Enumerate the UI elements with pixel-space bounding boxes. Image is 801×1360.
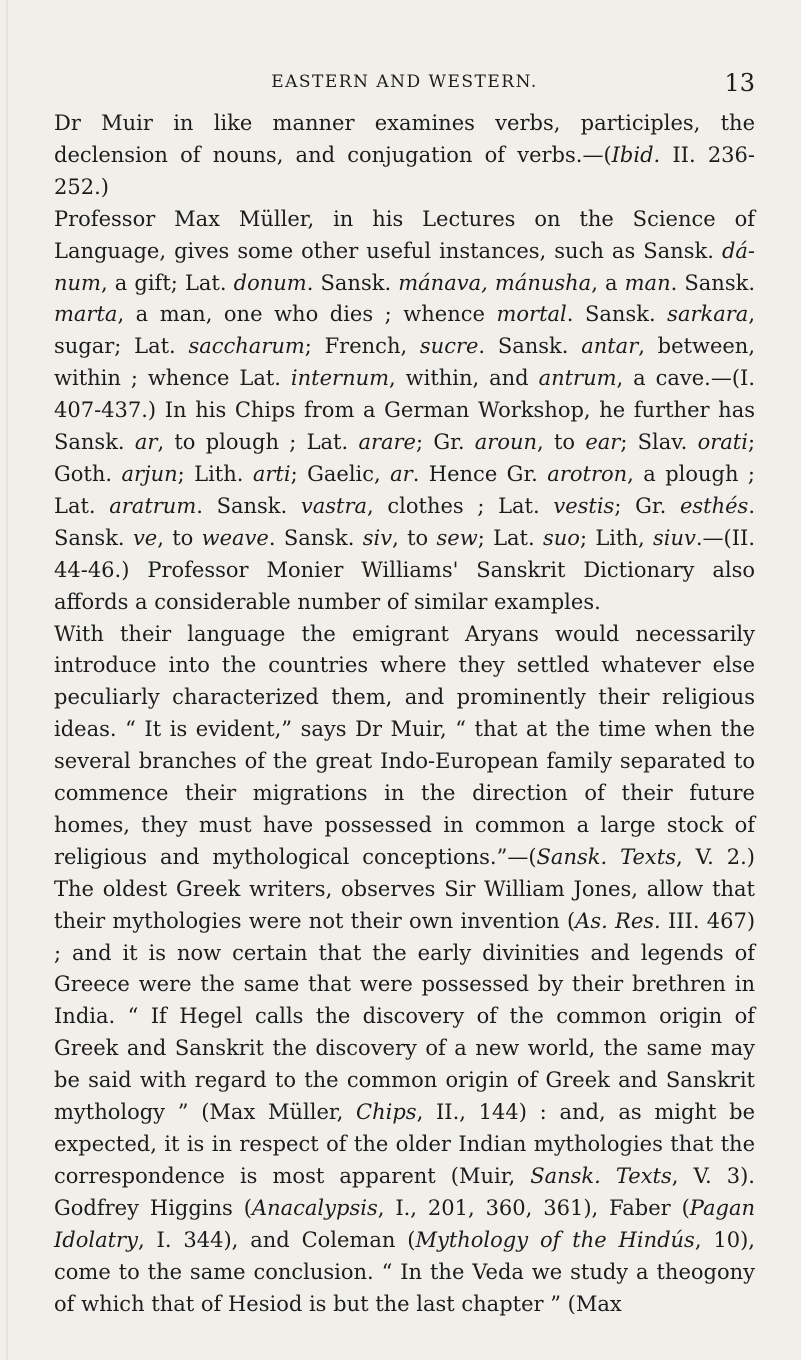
italic-run: internum [290,366,390,391]
text-run: ; Gr. [415,430,475,455]
text-run: , I. 344), and Coleman ( [137,1227,416,1252]
paragraph-1 [54,108,755,204]
text-run: , clothes ; Lat. [367,493,554,518]
italic-run: donum [233,270,307,295]
text-run: , to plough ; Lat. [157,430,359,455]
italic-run: mánava, mánusha [398,270,592,295]
text-run: , I., 201, 360, 361), Faber ( [377,1195,690,1220]
text-run: , to [392,525,437,550]
text-run: , II., 144) : and, as might be expected, it is in respect of the older Indian mythologies that the correspondence is most apparent (Muir, [54,1100,755,1188]
italic-run: Sansk. Texts [536,844,676,869]
body-text [54,108,755,1320]
running-head: EASTERN AND WESTERN. [271,72,538,92]
text-run: ; Gr. [614,493,680,518]
italic-run: ve [132,525,158,550]
italic-run: arotron [547,461,628,486]
italic-run: esthés [679,493,749,518]
text-run: , to [537,430,586,455]
italic-run: mortal [496,302,567,327]
italic-run: siv [362,525,393,550]
italic-run: arare [358,430,416,455]
italic-run: aroun [474,430,538,455]
italic-run: Anacalypsis [251,1195,378,1220]
text-run: III. 467) ; and it is now certain that the early divinities and legends of Greece were the same that were possessed by their brethren in India. “ If Hegel calls the discovery of the common origin of Greek and Sanskrit the discovery of a new world, the same may be said with regard to the common origin of Greek and Sanskrit mythology ” (Max Müller, [54,908,756,1125]
text-run: , to [157,525,202,550]
italic-run: weave [201,525,269,550]
text-run: , 10), come to the same conclusion. “ In the Veda we study a theogony of which that of Hesiod is but the last chapter ” (Max [54,1227,755,1316]
italic-run: suo [543,525,580,550]
italic-run: ar [134,430,158,455]
italic-run: Mythology of the Hindús [415,1227,695,1252]
italic-run: orati [697,430,748,455]
italic-run: siuv [652,525,696,550]
text-run: , V. 2.) The oldest Greek writers, observes Sir William Jones, allow that their mythologies were not their own invention ( [54,844,755,933]
text-run: , between, within ; whence Lat. [54,334,756,391]
text-run: , a gift; Lat. [100,270,234,295]
page-header [54,69,755,104]
text-run: . Sansk. [478,334,582,359]
italic-run: antrum [538,366,617,391]
text-run: .—(II. 44-46.) Professor Monier Williams' Sanskrit Dictionary also affords a considerable number of similar examples. [54,525,755,614]
text-run: , a man, one who dies ; whence [117,302,497,327]
text-run: . Sansk. [196,493,301,518]
italic-run: arjun [121,461,178,486]
italic-run: dá-num [54,238,755,295]
text-run: . Sansk. [54,493,755,550]
text-run: , a plough ; Lat. [54,461,756,518]
italic-run: sew [436,525,478,550]
text-run: , a cave.—(I. 407-437.) In his Chips from a German Workshop, he further has Sansk. [54,366,755,455]
text-run: , V. 3). Godfrey Higgins ( [54,1163,755,1220]
text-run: ; Lith. [177,461,253,486]
italic-run: Ibid. [611,142,661,167]
text-run: II. 236-252.) [54,142,756,199]
text-run: , sugar; Lat. [54,302,755,359]
italic-run: saccharum [188,334,305,359]
text-run: ; Gaelic, [290,461,391,486]
italic-run: ar [390,461,413,486]
italic-run: vestis [553,493,615,518]
italic-run: ear [585,430,621,455]
text-run: ; Lith, [579,525,653,550]
text-run: ; French, [304,334,420,359]
text-run: ; Goth. [54,430,756,486]
text-run: , a [591,270,625,295]
italic-run: As. Res. [575,908,661,933]
italic-run: marta [54,302,118,327]
italic-run: antar [581,334,639,359]
italic-run: man [624,270,671,295]
text-run: . Hence Gr. [412,461,548,486]
italic-run: Chips [356,1100,417,1125]
italic-run: sarkara [667,302,749,327]
paragraph-3 [54,619,755,1321]
italic-run: vastra [300,493,368,518]
italic-run: sucre [419,334,479,359]
text-run: . Sansk. [566,302,668,327]
text-run: . Sansk. [670,270,756,295]
text-run: Dr Muir in like manner examines verbs, participles, the declension of nouns, and conjugation of verbs.—( [54,111,755,167]
italic-run: Pagan Idolatry [54,1195,755,1252]
text-run: Professor Max Müller, in his Lectures on the Science of Language, gives some other useful instances, such as Sansk. [54,206,755,263]
text-run: . Sansk. [306,270,399,295]
italic-run: Sansk. Texts [530,1163,672,1188]
italic-run: arti [252,461,291,486]
italic-run: aratrum [109,493,197,518]
text-run: . Sansk. [268,525,363,550]
page-number: 13 [724,69,755,97]
text-run: With their language the emigrant Aryans would necessarily introduce into the countries where they settled whatever else peculiarly characterized them, and prominently their religious ideas. “ It is evident,” says Dr Muir, “ that at the time when the several branches of the great Indo-European family separated to commence their migrations in the direction of their future homes, they must have possessed in common a large stock of religious and mythological conceptions.”—( [54,621,755,869]
text-run: , within, and [389,366,539,391]
text-run: ; Lat. [477,525,543,550]
paragraph-2 [54,204,755,619]
text-run: ; Slav. [620,430,698,455]
